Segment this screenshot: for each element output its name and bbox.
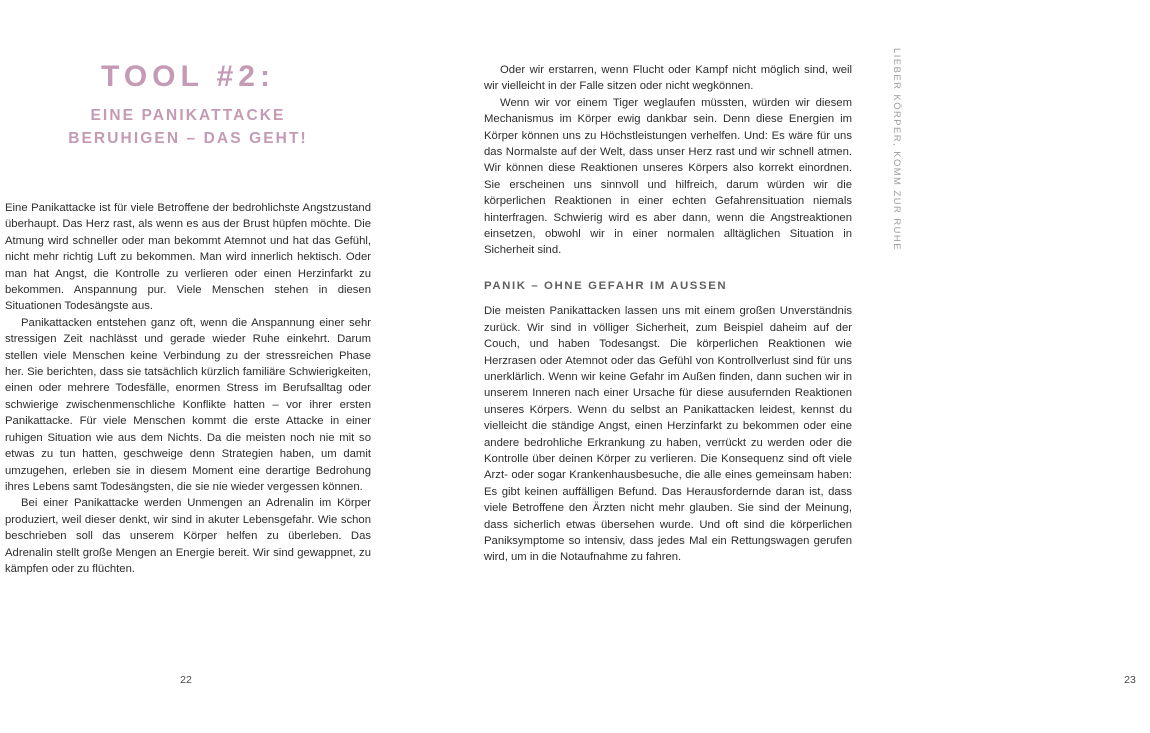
page-number-left: 22 <box>180 674 192 686</box>
paragraph: Wenn wir vor einem Tiger weglaufen müssten, würden wir diesem Mechanismus im Körper ewig dankbar sein. Denn diese Energien im Körper können uns zu Höchstleistungen verhelfen. Und: Es wäre für uns das Normalste auf der Welt, dass unser Herz rast und wir schnell atmen. Wir können diese Reaktionen unseres Körpers also korrekt einordnen. Sie erscheinen uns sinnvoll und hilfreich, darum würden wir die körperlichen Reaktionen in einer echten Gefahrensituation niemals hinterfragen. Schwierig wird es aber dann, wenn die Angstreaktionen einsetzen, obwohl wir in einer normalen alltäglichen Situation in Sicherheit sind. <box>484 96 852 257</box>
page-right <box>458 0 1136 733</box>
left-text-column <box>5 200 371 577</box>
paragraph: Bei einer Panikattacke werden Unmengen an Adrenalin im Körper produziert, weil dieser denkt, wir sind in akuter Lebensgefahr. Wie schon beschrieben soll das unserem Körper helfen zu überleben. Das Adrenalin stellt große Mengen an Energie bereit. Wir sind gewappnet, zu kämpfen oder zu flüchten. <box>5 497 371 575</box>
paragraph: Oder wir erstarren, wenn Flucht oder Kampf nicht möglich sind, weil wir vielleicht in der Falle sitzen oder nicht wegkönnen. <box>484 64 852 93</box>
paragraph: Panikattacken entstehen ganz oft, wenn die Anspannung einer sehr stressigen Zeit nachlässt und gerade wieder Ruhe einkehrt. Darum stellen viele Menschen keine Verbindung zu der stressreichen Phase her. Sie berichten, dass sie tatsächlich kürzlich familiäre Schwierigkeiten, einen oder mehrere Todesfälle, enormen Stress im Berufsalltag oder schwierige zwischenmenschliche Konflikte hatten – vor ihrer ersten Panikattacke. Für viele Menschen kommt die erste Attacke in einer ruhigen Situation wie aus dem Nichts. Da die meisten noch nie mit so etwas zu tun hatten, geschweige denn Strategien haben, um damit umzugehen, erleben sie in diesem Moment eine derartige Bedrohung ihres Lebens samt Todesängsten, die sie nie wieder vergessen können. <box>5 316 371 493</box>
running-head: LIEBER KÖRPER, KOMM ZUR RUHE <box>892 48 903 251</box>
chapter-title-block <box>5 60 371 150</box>
chapter-title-sub-line2: BERUHIGEN – DAS GEHT! <box>68 130 308 147</box>
chapter-title-main: TOOL #2: <box>101 60 275 93</box>
chapter-title-sub-line1: EINE PANIKATTACKE <box>90 107 286 124</box>
paragraph: Die meisten Panikattacken lassen uns mit einem großen Unverständnis zurück. Wir sind in völliger Sicherheit, zum Beispiel daheim auf der Couch, und haben Todesangst. Die körperlichen Reaktionen wie Herzrasen oder Atemnot oder das Gefühl von Kontrollverlust sind für uns unerklärlich. Wenn wir keine Gefahr im Außen finden, dann suchen wir in unserem Inneren nach einer Ursache für diese ausufernden Reaktionen unseres Körpers. Wenn du selbst an Panikattacken leidest, kennst du vielleicht die ständige Angst, einen Herzinfarkt zu bekommen oder eine andere bedrohliche Erkrankung zu haben, verrückt zu werden oder die Kontrolle über deinen Körper zu verlieren. Die Konsequenz sind oft viele Arzt- oder sogar Krankenhausbesuche, die alle eines gemeinsam haben: Es gibt keinen auffälligen Befund. Das Herausfordernde daran ist, dass viele Betroffene den Ärzten nicht mehr glauben. Sie sind der Meinung, dass sicherlich etwas übersehen wurde. Und oft sind die körperlichen Paniksymptome so intensiv, dass jedes Mal ein Rettungswagen gerufen wird, um in die Notaufnahme zu fahren. <box>484 305 852 564</box>
right-text-column <box>484 62 852 566</box>
page-left <box>0 0 458 733</box>
page-number-right: 23 <box>1124 674 1136 686</box>
paragraph: Eine Panikattacke ist für viele Betroffene der bedrohlichste Angstzustand überhaupt. Das Herz rast, als wenn es aus der Brust hüpfen möchte. Die Atmung wird schneller oder man bekommt Atemnot und hat das Gefühl, nicht mehr richtig Luft zu bekommen. Man wird innerlich hektisch. Oder man hat Angst, die Kontrolle zu verlieren oder einen Herzinfarkt zu bekommen. Anspannung pur. Viele Menschen stehen in diesen Situationen Todesängste aus. <box>5 202 371 313</box>
section-heading: PANIK – OHNE GEFAHR IM AUSSEN <box>484 279 728 292</box>
